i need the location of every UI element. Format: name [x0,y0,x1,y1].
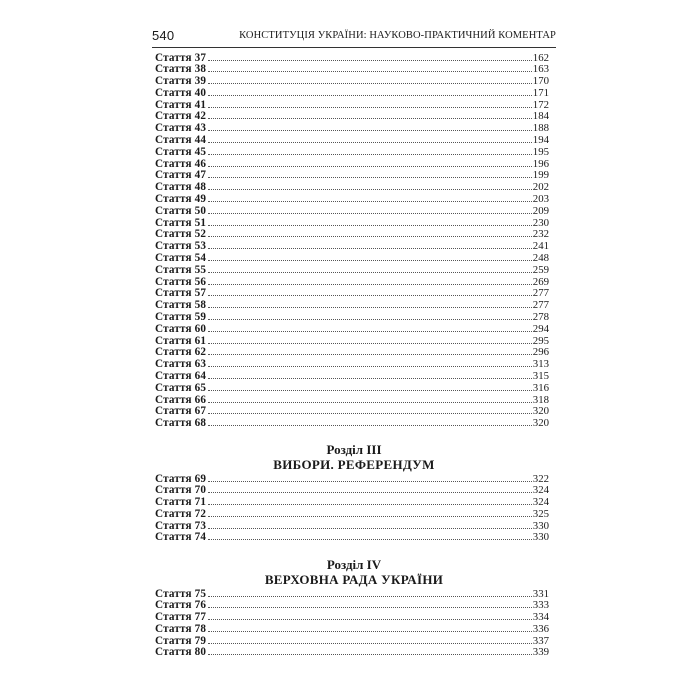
article-label: Стаття 59 [155,311,207,324]
section-heading [152,557,556,588]
toc-entry [155,193,549,205]
article-label: Стаття 78 [155,622,207,635]
toc-entry [155,334,549,346]
dot-leader [208,370,532,380]
article-label: Стаття 72 [155,507,207,520]
article-label: Стаття 43 [155,122,207,135]
article-label: Стаття 79 [155,634,207,647]
page-ref: 199 [532,169,549,182]
dot-leader [208,75,532,85]
page-ref: 320 [532,417,549,430]
dot-leader [208,634,532,644]
page-ref: 294 [532,322,549,335]
toc-entry [155,216,549,228]
dot-leader [208,587,532,597]
article-label: Стаття 80 [155,646,207,659]
article-label: Стаття 44 [155,134,207,147]
toc-entry [155,417,549,429]
page-ref: 339 [532,646,549,659]
dot-leader [208,252,532,262]
article-label: Стаття 77 [155,611,207,624]
page-ref: 259 [532,263,549,276]
dot-leader [208,646,532,656]
dot-leader [208,381,532,391]
article-label: Стаття 62 [155,346,207,359]
toc-list [155,472,549,543]
page-ref: 163 [532,63,549,76]
toc-entry [155,599,549,611]
page-ref: 334 [532,611,549,624]
article-label: Стаття 65 [155,381,207,394]
dot-leader [208,122,532,132]
article-label: Стаття 50 [155,204,207,217]
page-ref: 315 [532,370,549,383]
page-ref: 202 [532,181,549,194]
dot-leader [208,98,532,108]
dot-leader [208,472,532,482]
dot-leader [208,322,532,332]
page-ref: 194 [532,134,549,147]
article-label: Стаття 55 [155,263,207,276]
page-header [152,27,556,48]
page-ref: 324 [532,484,549,497]
page-ref: 325 [532,507,549,520]
dot-leader [208,599,532,609]
page-ref: 209 [532,204,549,217]
article-label: Стаття 53 [155,240,207,253]
dot-leader [208,405,532,415]
page-ref: 230 [532,216,549,229]
section-title: ВЕРХОВНА РАДА УКРАЇНИ [264,572,444,587]
running-title: КОНСТИТУЦІЯ УКРАЇНИ: НАУКОВО-ПРАКТИЧНИЙ КОМЕНТАР [239,30,556,41]
article-label: Стаття 57 [155,287,207,300]
page-ref: 241 [532,240,549,253]
article-label: Стаття 38 [155,63,207,76]
page-ref: 269 [532,275,549,288]
dot-leader [208,145,532,155]
article-label: Стаття 52 [155,228,207,241]
page-ref: 162 [532,51,549,64]
toc-list [155,51,549,429]
article-label: Стаття 56 [155,275,207,288]
article-label: Стаття 69 [155,472,207,485]
page-ref: 296 [532,346,549,359]
toc-entry [155,587,549,599]
toc-entry [155,287,549,299]
dot-leader [208,51,532,61]
dot-leader [208,86,532,96]
toc-entry [155,472,549,484]
dot-leader [208,287,532,297]
toc-entry [155,496,549,508]
page-ref: 196 [532,157,549,170]
toc-list [155,587,549,658]
page-ref: 232 [532,228,549,241]
toc-entry [155,110,549,122]
toc-entry [155,634,549,646]
article-label: Стаття 48 [155,181,207,194]
toc-entry [155,275,549,287]
page-ref: 322 [532,472,549,485]
article-label: Стаття 76 [155,599,207,612]
toc-entry [155,507,549,519]
article-label: Стаття 58 [155,299,207,312]
dot-leader [208,216,532,226]
dot-leader [208,358,532,368]
toc-entry [155,75,549,87]
page-ref: 278 [532,311,549,324]
page-ref: 248 [532,252,549,265]
toc-entry [155,622,549,634]
toc-entry [155,646,549,658]
article-label: Стаття 70 [155,484,207,497]
toc-entry [155,122,549,134]
page-ref: 333 [532,599,549,612]
toc-entry [155,63,549,75]
page-ref: 316 [532,381,549,394]
page-ref: 337 [532,634,549,647]
article-label: Стаття 42 [155,110,207,123]
toc-entry [155,98,549,110]
dot-leader [208,157,532,167]
article-label: Стаття 61 [155,334,207,347]
page-ref: 295 [532,334,549,347]
page-ref: 330 [532,531,549,544]
page-ref: 203 [532,193,549,206]
dot-leader [208,134,532,144]
page-ref: 277 [532,287,549,300]
toc-entry [155,51,549,63]
dot-leader [208,531,532,541]
article-label: Стаття 37 [155,51,207,64]
toc-entry [155,263,549,275]
page-ref: 330 [532,519,549,532]
dot-leader [208,311,532,321]
page-ref: 331 [532,587,549,600]
dot-leader [208,275,532,285]
dot-leader [208,228,532,238]
page-number: 540 [152,28,175,43]
page-ref: 336 [532,622,549,635]
page-ref: 184 [532,110,549,123]
page-ref: 320 [532,405,549,418]
toc-entry [155,299,549,311]
dot-leader [208,110,532,120]
page-ref: 171 [532,86,549,99]
dot-leader [208,393,532,403]
toc-entry [155,169,549,181]
toc-entry [155,531,549,543]
article-label: Стаття 49 [155,193,207,206]
toc-entry [155,381,549,393]
page-ref: 277 [532,299,549,312]
article-label: Стаття 64 [155,370,207,383]
dot-leader [208,169,532,179]
dot-leader [208,299,532,309]
toc-entry [155,204,549,216]
toc-entry [155,393,549,405]
dot-leader [208,496,532,506]
toc-entry [155,311,549,323]
toc-entry [155,228,549,240]
article-label: Стаття 46 [155,157,207,170]
dot-leader [208,622,532,632]
toc-entry [155,358,549,370]
article-label: Стаття 75 [155,587,207,600]
dot-leader [208,240,532,250]
article-label: Стаття 40 [155,86,207,99]
article-label: Стаття 67 [155,405,207,418]
page-ref: 324 [532,496,549,509]
dot-leader [208,263,532,273]
toc-entry [155,322,549,334]
article-label: Стаття 73 [155,519,207,532]
toc-entry [155,181,549,193]
section-label: Розділ IV [326,557,382,572]
article-label: Стаття 41 [155,98,207,111]
toc-entry [155,346,549,358]
article-label: Стаття 71 [155,496,207,509]
dot-leader [208,519,532,529]
dot-leader [208,346,532,356]
article-label: Стаття 68 [155,417,207,430]
toc-entry [155,134,549,146]
article-label: Стаття 66 [155,393,207,406]
toc-entry [155,252,549,264]
toc-entry [155,157,549,169]
article-label: Стаття 39 [155,75,207,88]
article-label: Стаття 74 [155,531,207,544]
toc-entry [155,484,549,496]
toc-entry [155,370,549,382]
section-heading [152,442,556,473]
toc-entry [155,611,549,623]
page-ref: 195 [532,145,549,158]
dot-leader [208,193,532,203]
article-label: Стаття 47 [155,169,207,182]
dot-leader [208,334,532,344]
article-label: Стаття 45 [155,145,207,158]
section-label: Розділ III [326,442,382,457]
toc-entry [155,519,549,531]
article-label: Стаття 51 [155,216,207,229]
toc-entry [155,405,549,417]
page-ref: 170 [532,75,549,88]
section-title: ВИБОРИ. РЕФЕРЕНДУМ [273,457,435,472]
page-ref: 313 [532,358,549,371]
page-ref: 318 [532,393,549,406]
dot-leader [208,507,532,517]
toc-entry [155,145,549,157]
article-label: Стаття 63 [155,358,207,371]
dot-leader [208,181,532,191]
dot-leader [208,484,532,494]
dot-leader [208,63,532,73]
dot-leader [208,204,532,214]
toc-entry [155,86,549,98]
toc-entry [155,240,549,252]
article-label: Стаття 60 [155,322,207,335]
page-ref: 188 [532,122,549,135]
page-ref: 172 [532,98,549,111]
dot-leader [208,611,532,621]
dot-leader [208,417,532,427]
article-label: Стаття 54 [155,252,207,265]
